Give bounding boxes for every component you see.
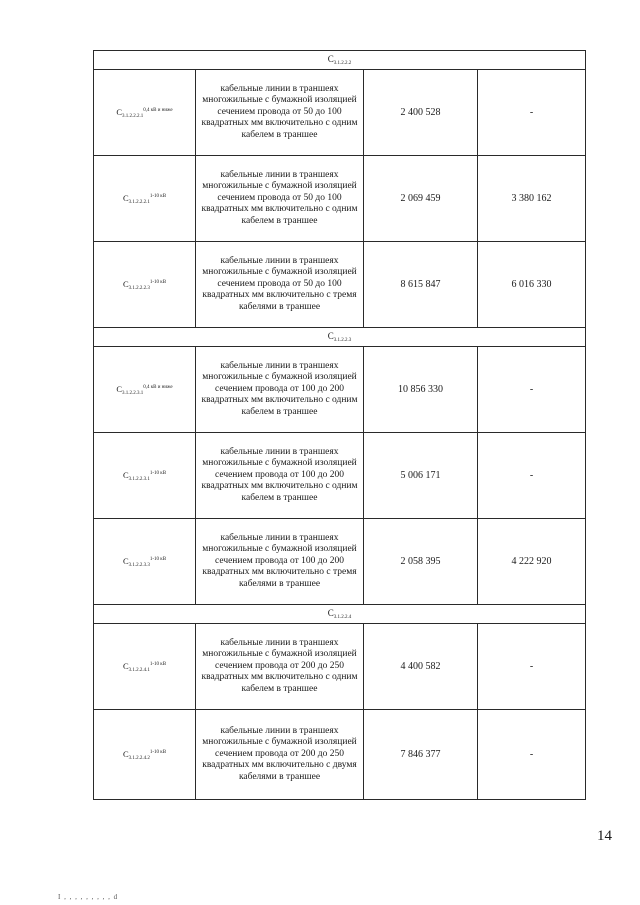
- row-code-subscript: 3.1.2.2.2.1: [128, 199, 150, 205]
- row-description: кабельные линии в траншеях многожильные с бумажной изоляцией сечением провода от 50 до 100 квадратных мм включительно с тремя кабелями в траншее: [196, 242, 364, 328]
- row-value-2: -: [478, 347, 586, 433]
- row-value-2: -: [478, 433, 586, 519]
- row-code-superscript: 0,4 кВ и ниже: [143, 107, 173, 113]
- row-code: [94, 242, 196, 328]
- table-row: [94, 433, 586, 519]
- row-value-2: -: [478, 624, 586, 710]
- footer-marks: I , , , , , , , , , d: [58, 893, 119, 901]
- row-value-1: 10 856 330: [364, 347, 478, 433]
- group-code-main: С: [327, 331, 334, 341]
- row-code-subscript: 3.1.2.2.3.3: [128, 562, 150, 568]
- row-code-subscript: 3.1.2.2.4.1: [128, 667, 150, 673]
- row-value-2: -: [478, 710, 586, 800]
- row-code-superscript: 1-10 кВ: [149, 556, 167, 562]
- row-code-main: С: [122, 660, 129, 671]
- row-value-1: 2 058 395: [364, 519, 478, 605]
- table-row: [94, 156, 586, 242]
- row-code-subscript: 3.1.2.2.3.1: [122, 390, 144, 396]
- row-value-1: 2 400 528: [364, 70, 478, 156]
- row-code: [94, 156, 196, 242]
- row-description: кабельные линии в траншеях многожильные с бумажной изоляцией сечением провода от 100 до 200 квадратных мм включительно с одним кабелем в траншее: [196, 347, 364, 433]
- row-value-1: 7 846 377: [364, 710, 478, 800]
- row-code-superscript: 1-10 кВ: [149, 279, 167, 285]
- group-code: [94, 328, 586, 347]
- row-code-subscript: 3.1.2.2.3.1: [128, 476, 150, 482]
- row-value-2: 3 380 162: [478, 156, 586, 242]
- row-code: [94, 70, 196, 156]
- table-row: [94, 710, 586, 800]
- row-code-superscript: 1-10 кВ: [149, 470, 167, 476]
- row-description: кабельные линии в траншеях многожильные с бумажной изоляцией сечением провода от 100 до 200 квадратных мм включительно с одним кабелем в траншее: [196, 433, 364, 519]
- group-header-row: [94, 328, 586, 347]
- row-value-2: 6 016 330: [478, 242, 586, 328]
- group-code: [94, 605, 586, 624]
- group-header-row: [94, 51, 586, 70]
- row-code-subscript: 3.1.2.2.2.3: [128, 285, 150, 291]
- page-number: 14: [597, 828, 612, 844]
- group-code-main: С: [327, 54, 334, 64]
- row-code-main: С: [116, 383, 122, 394]
- row-description: кабельные линии в траншеях многожильные с бумажной изоляцией сечением провода от 200 до 250 квадратных мм включительно с одним кабелем в траншее: [196, 624, 364, 710]
- row-value-2: 4 222 920: [478, 519, 586, 605]
- group-code-subscript: 3.1.2.2.2: [333, 61, 352, 66]
- table-row: [94, 347, 586, 433]
- row-code-superscript: 1-10 кВ: [149, 661, 167, 667]
- group-header-row: [94, 605, 586, 624]
- row-code-main: С: [122, 748, 129, 759]
- row-code: [94, 710, 196, 800]
- group-code: [94, 51, 586, 70]
- group-code-main: С: [327, 608, 334, 618]
- row-description: кабельные линии в траншеях многожильные с бумажной изоляцией сечением провода от 50 до 100 квадратных мм включительно с одним кабелем в траншее: [196, 70, 364, 156]
- table-row: [94, 70, 586, 156]
- row-code-superscript: 1-10 кВ: [149, 193, 167, 199]
- row-value-1: 2 069 459: [364, 156, 478, 242]
- rates-table-body: [94, 51, 586, 800]
- row-code-main: С: [122, 469, 129, 480]
- row-code: [94, 519, 196, 605]
- row-code-subscript: 3.1.2.2.2.1: [122, 113, 144, 119]
- row-code-main: С: [122, 192, 129, 203]
- row-value-1: 8 615 847: [364, 242, 478, 328]
- row-code-subscript: 3.1.2.2.4.2: [128, 755, 150, 761]
- row-code: [94, 624, 196, 710]
- row-code-superscript: 0,4 кВ и ниже: [143, 384, 173, 390]
- row-code-superscript: 1-10 кВ: [149, 749, 167, 755]
- table-row: [94, 519, 586, 605]
- row-code: [94, 433, 196, 519]
- row-code-main: С: [122, 555, 129, 566]
- row-code: [94, 347, 196, 433]
- rates-table: [93, 50, 586, 800]
- group-code-subscript: 3.1.2.2.3: [333, 338, 352, 343]
- row-value-1: 4 400 582: [364, 624, 478, 710]
- row-description: кабельные линии в траншеях многожильные с бумажной изоляцией сечением провода от 100 до 200 квадратных мм включительно с тремя кабелями в траншее: [196, 519, 364, 605]
- table-row: [94, 242, 586, 328]
- table-row: [94, 624, 586, 710]
- group-code-subscript: 3.1.2.2.4: [333, 615, 352, 620]
- row-code-main: С: [116, 106, 122, 117]
- row-description: кабельные линии в траншеях многожильные с бумажной изоляцией сечением провода от 200 до 250 квадратных мм включительно с двумя кабелями в траншее: [196, 710, 364, 800]
- row-value-2: -: [478, 70, 586, 156]
- row-value-1: 5 006 171: [364, 433, 478, 519]
- row-code-main: С: [122, 278, 129, 289]
- row-description: кабельные линии в траншеях многожильные с бумажной изоляцией сечением провода от 50 до 100 квадратных мм включительно с одним кабелем в траншее: [196, 156, 364, 242]
